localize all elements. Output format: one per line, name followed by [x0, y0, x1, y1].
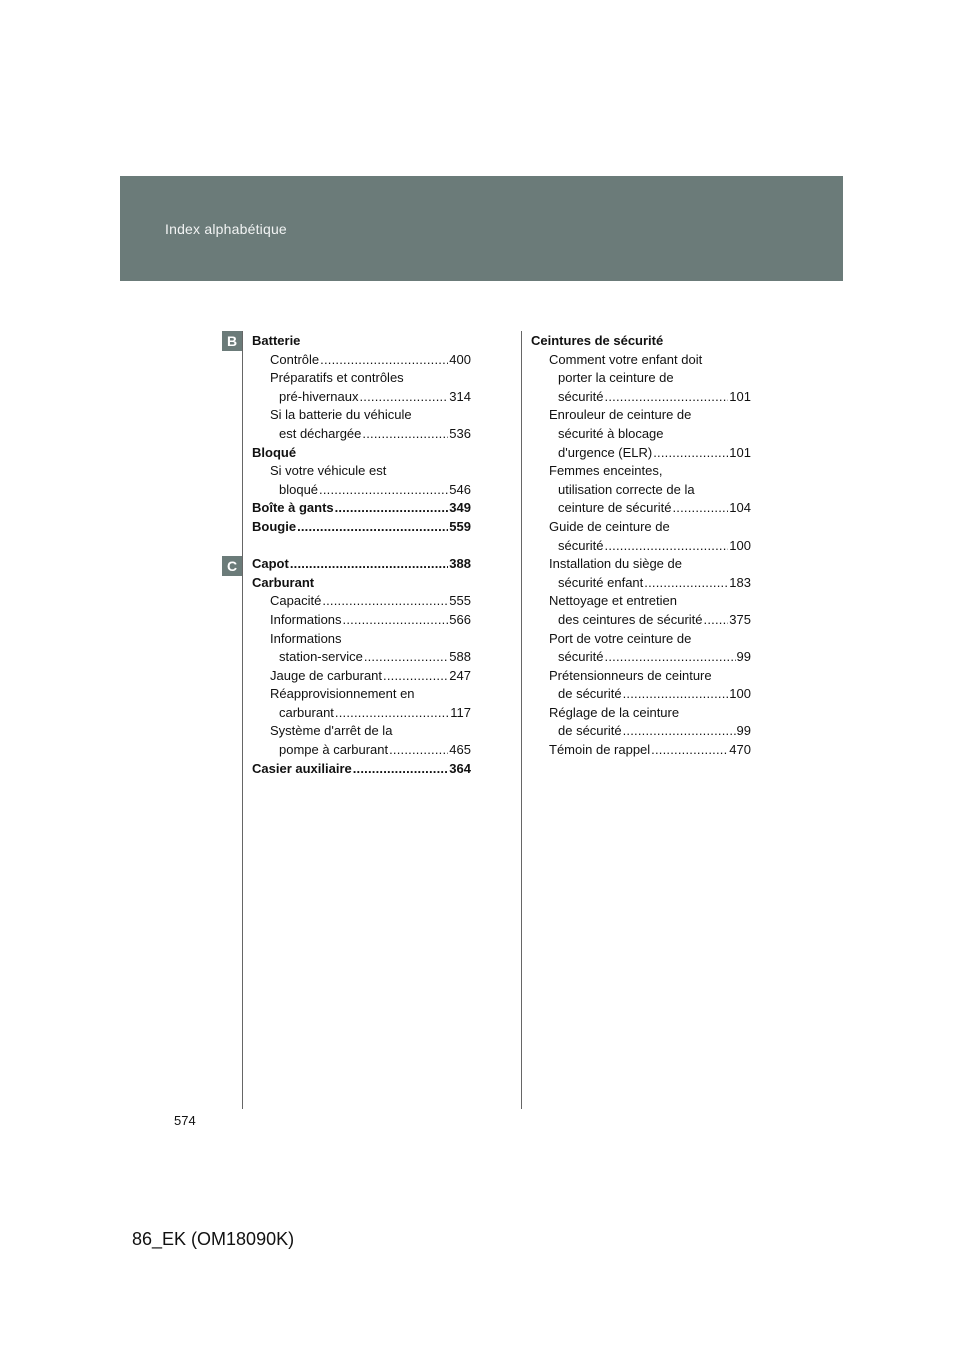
index-entry[interactable]: pompe à carburant ..... 465: [252, 741, 471, 760]
index-entry-line: Informations: [270, 630, 342, 646]
index-entry-line: Réglage de la ceinture: [549, 704, 680, 720]
index-heading: Ceintures de sécurité: [531, 333, 664, 348]
index-entry-line: utilisation correcte de la: [558, 481, 695, 497]
index-entry-line: Préparatifs et contrôles: [270, 370, 404, 386]
index-entry-line: Enrouleur de ceinture de: [549, 407, 692, 423]
index-entry-line: Installation du siège de: [549, 556, 682, 572]
left-rule: [242, 331, 243, 1109]
index-entry-line: Femmes enceintes,: [549, 463, 663, 479]
index-entry-line: porter la ceinture de: [558, 370, 674, 386]
index-entry[interactable]: Contrôle ..... 400: [252, 351, 471, 370]
index-entry[interactable]: sécurité ..... 99: [531, 648, 751, 667]
index-entry-line: Réapprovisionnement en: [270, 686, 415, 702]
index-entry[interactable]: Capot ..... 388: [252, 555, 471, 574]
index-entry-line: Si votre véhicule est: [270, 463, 387, 479]
index-entry-line: Nettoyage et entretien: [549, 593, 677, 609]
index-heading: Batterie: [252, 333, 301, 348]
index-column-2: [531, 332, 751, 760]
index-entry[interactable]: Capacité ..... 555: [252, 592, 471, 611]
index-entry[interactable]: de sécurité ..... 99: [531, 722, 751, 741]
page-number: 574: [174, 1113, 196, 1128]
index-entry-line: Port de votre ceinture de: [549, 630, 692, 646]
index-entry[interactable]: bloqué ..... 546: [252, 481, 471, 500]
index-entry-line: sécurité à blocage: [558, 425, 664, 441]
index-entry[interactable]: Boîte à gants ..... 349: [252, 499, 471, 518]
index-column-1: [252, 332, 471, 778]
index-entry[interactable]: station-service ..... 588: [252, 648, 471, 667]
index-entry-line: Comment votre enfant doit: [549, 351, 703, 367]
index-entry-line: Si la batterie du véhicule: [270, 407, 412, 423]
index-entry[interactable]: de sécurité ..... 100: [531, 685, 751, 704]
index-entry[interactable]: sécurité enfant ..... 183: [531, 574, 751, 593]
index-entry[interactable]: Jauge de carburant ..... 247: [252, 667, 471, 686]
letter-tab-c: C: [222, 556, 242, 576]
index-entry[interactable]: d'urgence (ELR) ..... 101: [531, 444, 751, 463]
index-heading: Carburant: [252, 574, 315, 590]
index-entry[interactable]: Informations ..... 566: [252, 611, 471, 630]
index-entry[interactable]: Bougie ..... 559: [252, 518, 471, 537]
index-entry[interactable]: des ceintures de sécurité ..... 375: [531, 611, 751, 630]
middle-rule: [521, 331, 522, 1109]
index-entry[interactable]: ceinture de sécurité ..... 104: [531, 499, 751, 518]
index-entry[interactable]: pré-hivernaux ..... 314: [252, 388, 471, 407]
index-heading: Bloqué: [252, 444, 297, 460]
index-entry[interactable]: Casier auxiliaire ..... 364: [252, 760, 471, 779]
header-band: [120, 176, 843, 281]
section-gap: [252, 537, 471, 556]
letter-tab-b: B: [222, 331, 242, 351]
footer-code: 86_EK (OM18090K): [132, 1229, 295, 1249]
index-entry[interactable]: carburant ..... 117: [252, 704, 471, 723]
header-title: Index alphabétique: [165, 221, 287, 237]
index-entry[interactable]: est déchargée ..... 536: [252, 425, 471, 444]
index-entry[interactable]: sécurité ..... 101: [531, 388, 751, 407]
index-entry-line: Prétensionneurs de ceinture: [549, 667, 712, 683]
index-entry-line: Système d'arrêt de la: [270, 723, 393, 739]
index-entry-line: Guide de ceinture de: [549, 518, 670, 534]
index-entry[interactable]: sécurité ..... 100: [531, 537, 751, 556]
index-entry[interactable]: Témoin de rappel ..... 470: [531, 741, 751, 760]
